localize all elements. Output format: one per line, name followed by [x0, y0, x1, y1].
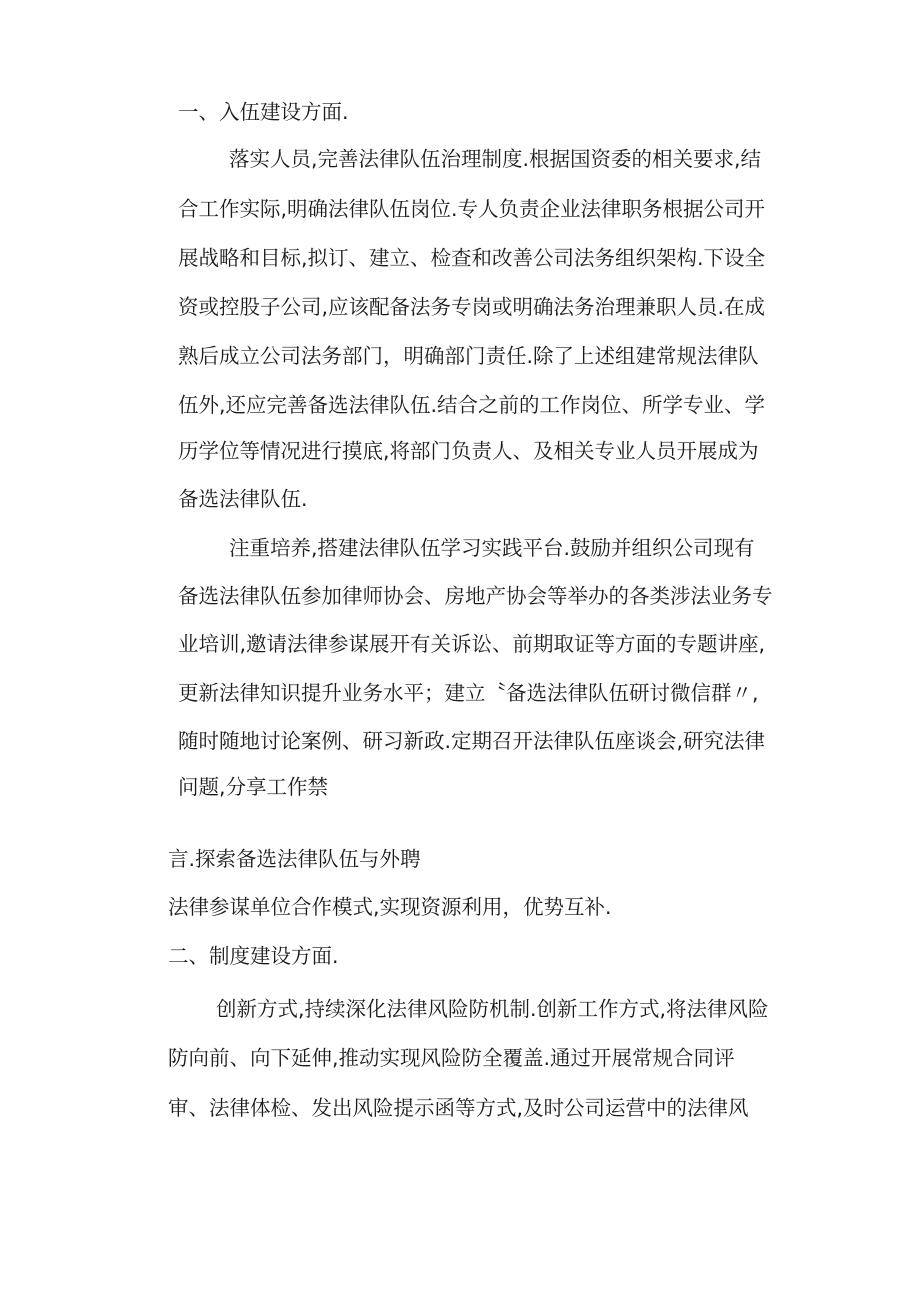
paragraph-line: 历学位等情况进行摸底,将部门负责人、及相关专业人员开展成为	[178, 439, 759, 463]
paragraph-line: 言.探索备选法律队伍与外聘	[168, 847, 421, 871]
section-2-heading: 二、制度建设方面.	[168, 944, 339, 968]
paragraph-line: 落实人员,完善法律队伍治理制度.根据国资委的相关要求,结	[229, 147, 762, 171]
section-1-heading: 一、入伍建设方面.	[178, 100, 349, 124]
paragraph-line: 创新方式,持续深化法律风险防机制.创新工作方式,将法律风险	[216, 997, 769, 1021]
paragraph-line: 业培训,邀请法律参谋展开有关诉讼、前期取证等方面的专题讲座,	[178, 632, 766, 656]
paragraph-line: 更新法律知识提升业务水平；建立〝备选法律队伍研讨微信群〃,	[178, 681, 759, 705]
paragraph-line: 展战略和目标,拟订、建立、检查和改善公司法务组织架构.下设全	[178, 246, 766, 270]
paragraph-line: 资或控股子公司,应该配备法务专岗或明确法务治理兼职人员.在成	[178, 295, 766, 319]
paragraph-line: 伍外,还应完善备选法律队伍.结合之前的工作岗位、所学专业、学	[178, 393, 766, 417]
paragraph-line: 法律参谋单位合作模式,实现资源利用，优势互补.	[168, 895, 612, 919]
paragraph-line: 随时随地讨论案例、研习新政.定期召开法律队伍座谈会,研究法律	[178, 729, 766, 753]
paragraph-line: 注重培养,搭建法律队伍学习实践平台.鼓励并组织公司现有	[229, 536, 755, 560]
paragraph-line: 熟后成立公司法务部门，明确部门责任.除了上述组建常规法律队	[178, 344, 759, 368]
paragraph-line: 备选法律队伍.	[178, 487, 308, 511]
paragraph-line: 防向前、向下延伸,推动实现风险防全覆盖.通过开展常规合同评	[168, 1046, 735, 1070]
paragraph-line: 问题,分享工作禁	[178, 775, 329, 799]
paragraph-line: 备选法律队伍参加律师协会、房地产协会等举办的各类涉法业务专	[178, 584, 773, 608]
paragraph-line: 合工作实际,明确法律队伍岗位.专人负责企业法律职务根据公司开	[178, 197, 766, 221]
paragraph-line: 审、法律体检、发出风险提示函等方式,及时公司运营中的法律风	[168, 1096, 749, 1120]
